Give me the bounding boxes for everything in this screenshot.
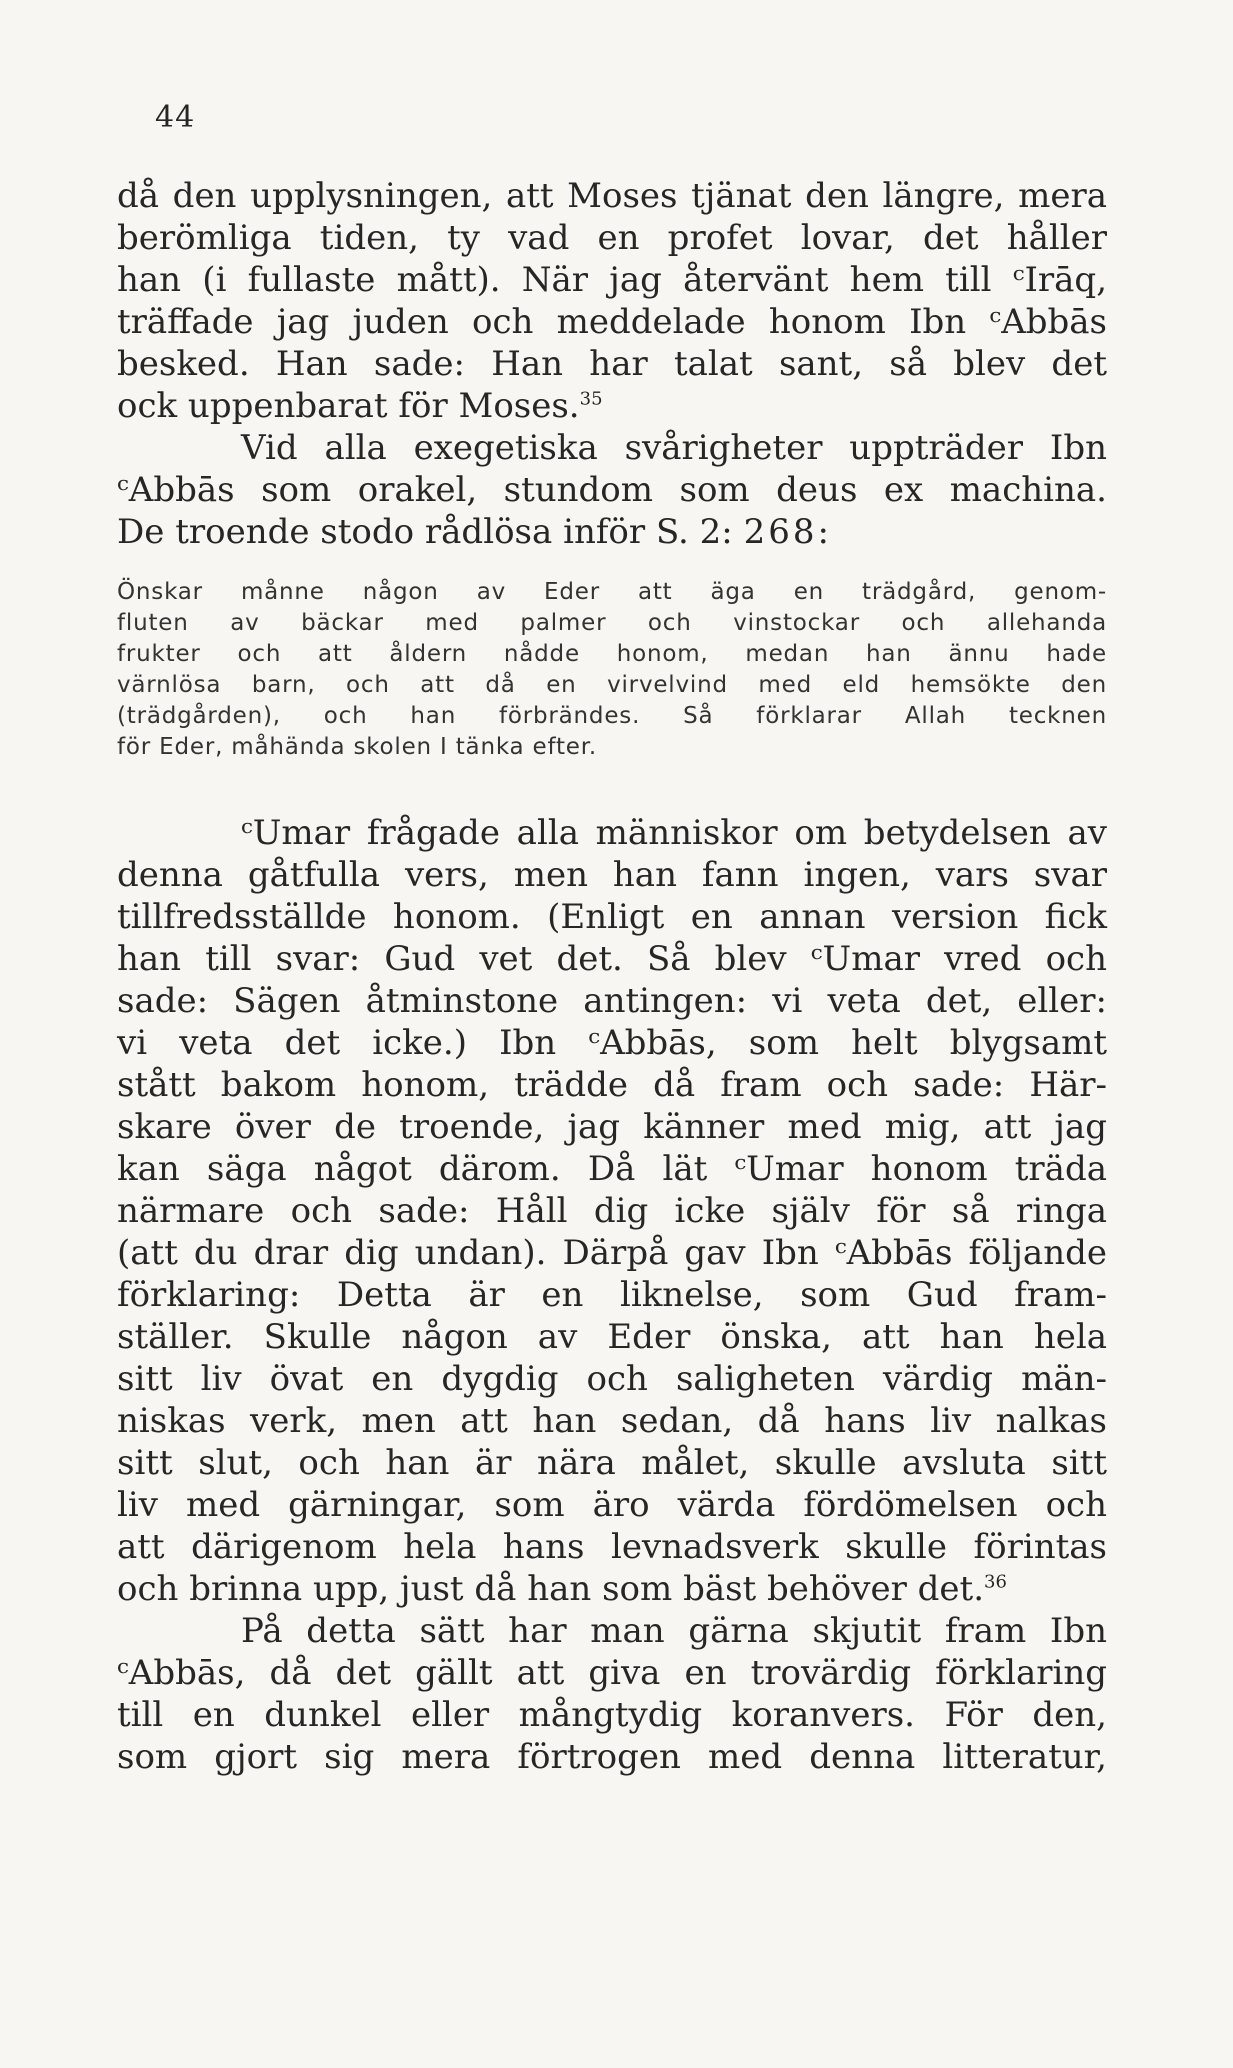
verse-reference: 268 (743, 512, 818, 552)
text-line: niskas verk, men att han sedan, då hans liv nalkas (117, 1401, 1107, 1441)
quote-line: för Eder, måhända skolen I tänka efter. (117, 734, 598, 760)
text-line: På detta sätt har man gärna skjutit fram Ibn (241, 1611, 1107, 1651)
text-line: sade: Sägen åtminstone antingen: vi veta det, eller: (117, 981, 1107, 1021)
text-line: ᶜUmar frågade alla människor om betydelsen av (241, 813, 1107, 853)
quoted-verse (117, 577, 1107, 763)
text-line: ställer. Skulle någon av Eder önska, att han hela (117, 1317, 1107, 1357)
text-line: Vid alla exegetiska svårigheter uppträder Ibn (241, 428, 1107, 468)
text-line: som gjort sig mera förtrogen med denna litteratur, (117, 1737, 1107, 1777)
verse-reference-suffix: : (817, 512, 829, 552)
text-line: närmare och sade: Håll dig icke själv för så ringa (117, 1191, 1107, 1231)
text-line: förklaring: Detta är en liknelse, som Gud fram- (117, 1275, 1107, 1315)
text-line: ᶜAbbās som orakel, stundom som deus ex machina. (117, 470, 1107, 510)
text-line: kan säga något därom. Då lät ᶜUmar honom träda (117, 1149, 1107, 1189)
quote-line: värnlösa barn, och att då en virvelvind med eld hemsökte den (117, 672, 1107, 698)
quote-line: frukter och att åldern nådde honom, medan han ännu hade (117, 641, 1107, 667)
quote-line: Önskar månne någon av Eder att äga en trädgård, genom- (117, 579, 1107, 605)
paragraph-block-2 (117, 812, 1107, 1778)
quote-line: (trädgården), och han förbrändes. Så förklarar Allah tecknen (117, 703, 1107, 729)
footnote-reference: 36 (984, 1571, 1007, 1593)
text-line: träffade jag juden och meddelade honom Ibn ᶜAbbās (117, 302, 1107, 342)
text-line: då den upplysningen, att Moses tjänat den längre, mera (117, 176, 1107, 216)
text-line: berömliga tiden, ty vad en profet lovar, det håller (117, 218, 1107, 258)
quote-line: fluten av bäckar med palmer och vinstockar och allehanda (117, 610, 1107, 636)
text-line: att därigenom hela hans levnadsverk skulle förintas (117, 1527, 1107, 1567)
text-line: liv med gärningar, som äro värda fördömelsen och (117, 1485, 1107, 1525)
text-line: denna gåtfulla vers, men han fann ingen, vars svar (117, 855, 1107, 895)
page-number: 44 (155, 100, 196, 135)
text-line: han till svar: Gud vet det. Så blev ᶜUmar vred och (117, 939, 1107, 979)
text-line: sitt slut, och han är nära målet, skulle avsluta sitt (117, 1443, 1107, 1483)
text-line: besked. Han sade: Han har talat sant, så blev det (117, 344, 1107, 384)
text-line: tillfredsställde honom. (Enligt en annan version fick (117, 897, 1107, 937)
text-line: vi veta det icke.) Ibn ᶜAbbās, som helt blygsamt (117, 1023, 1107, 1063)
text-line: till en dunkel eller mångtydig koranvers. För den, (117, 1695, 1107, 1735)
text-line: ᶜAbbās, då det gällt att giva en trovärdig förklaring (117, 1653, 1107, 1693)
text-fragment: ock uppenbarat för Moses. (117, 386, 580, 426)
text-line: (att du drar dig undan). Därpå gav Ibn ᶜAbbās följande (117, 1233, 1107, 1273)
text-line: skare över de troende, jag känner med mig, att jag (117, 1107, 1107, 1147)
footnote-reference: 35 (579, 388, 603, 410)
text-fragment: och brinna upp, just då han som bäst behöver det. (117, 1569, 985, 1609)
text-line: stått bakom honom, trädde då fram och sade: Här- (117, 1065, 1107, 1105)
text-line (117, 1568, 1107, 1610)
text-line: sitt liv övat en dygdig och saligheten värdig män- (117, 1359, 1107, 1399)
text-line: han (i fullaste mått). När jag återvänt hem till ᶜIrāq, (117, 260, 1107, 300)
paragraph-block-1 (117, 175, 1107, 553)
text-fragment: De troende stodo rådlösa inför S. 2: (117, 512, 733, 552)
text-line (117, 511, 1107, 553)
text-line (117, 385, 1107, 427)
